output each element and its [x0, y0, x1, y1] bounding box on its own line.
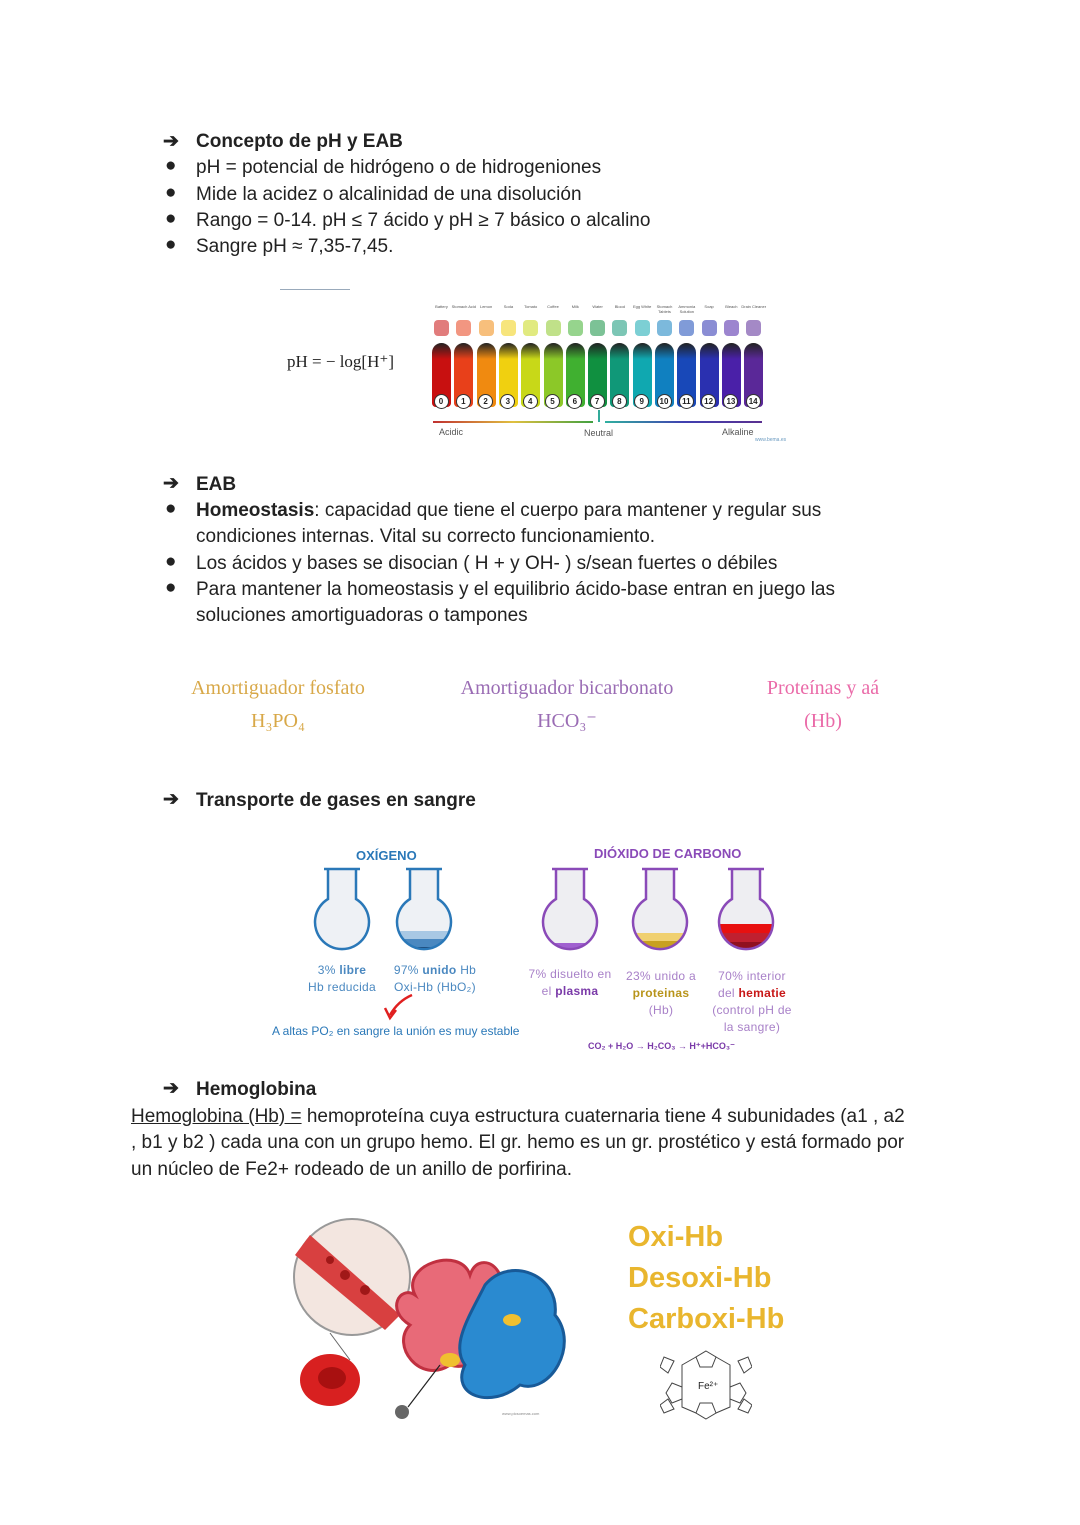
bullet: ● — [165, 498, 177, 519]
bullet: ● — [165, 234, 177, 255]
ph-item-icon — [456, 320, 471, 336]
ph-number: 6 — [567, 394, 582, 409]
hb-form-oxi: Oxi-Hb — [628, 1221, 724, 1253]
porphyrin-structure-icon — [660, 1343, 752, 1427]
text: hemoproteína cuya estructura cuaternaria tiene 4 subunidades (a1 , a2 — [301, 1106, 905, 1127]
bullet: ● — [165, 155, 177, 176]
ph-item-label: Ammonia Solution — [678, 304, 696, 314]
buffer-formula: H₃PO₄ — [251, 710, 305, 732]
bold: unido — [422, 963, 457, 977]
alkaline-label: Alkaline — [722, 427, 754, 437]
ph-number: 7 — [590, 394, 605, 409]
ph-item-icon — [679, 320, 694, 336]
ph-item-label: Stomach Tablets — [656, 304, 673, 314]
ph-number: 1 — [456, 394, 471, 409]
flask-co2-plasma — [530, 869, 610, 961]
buffer-name: Amortiguador bicarbonato — [460, 677, 674, 699]
ph-number: 8 — [612, 394, 627, 409]
co2-proteins-label — [612, 968, 710, 1019]
bullet: ● — [165, 551, 177, 572]
bullet-text — [196, 498, 821, 524]
ph-item-icon — [434, 320, 449, 336]
hb-definition-line — [131, 1104, 905, 1130]
acidic-label: Acidic — [439, 427, 464, 437]
neutral-label: Neutral — [584, 428, 614, 438]
ph-number: 0 — [434, 394, 449, 409]
ph-number: 3 — [500, 394, 515, 409]
bullet-text: Mide la acidez o alcalinidad de una disolución — [196, 184, 582, 205]
ph-item-label: Soap — [704, 304, 714, 309]
line: 23% unido a — [625, 969, 697, 983]
line: 7% disuelto en — [528, 967, 612, 981]
after: Hb — [460, 963, 477, 977]
heading-eab: EAB — [196, 474, 237, 495]
hb-form-carboxi: Carboxi-Hb — [628, 1303, 785, 1335]
buffer-proteins — [683, 672, 963, 738]
hb-definition-line: , b1 y b2 ) cada una con un grupo hemo. El gr. hemo es un gr. prostético y está formado por — [131, 1132, 905, 1153]
line: Oxi-Hb (HbO₂) — [394, 980, 476, 994]
co2-rbc-label — [702, 968, 802, 1036]
ph-number: 4 — [523, 394, 538, 409]
line: del — [717, 986, 735, 1000]
o2-free-label — [292, 962, 392, 996]
ph-item-icon — [635, 320, 650, 336]
co2-plasma-label — [518, 966, 622, 1000]
hemoglobin-illustration — [290, 1215, 575, 1430]
ph-item-icon — [590, 320, 605, 336]
image-credit: www.bema.es — [755, 437, 787, 443]
flask-bound-o2 — [384, 869, 464, 962]
ph-item-label: Blood — [614, 304, 625, 309]
ph-number: 11 — [679, 394, 694, 409]
ph-item-label: Soda — [503, 304, 514, 309]
ph-item-icon — [501, 320, 516, 336]
buffer-formula: (Hb) — [804, 710, 842, 732]
bullet-text-cont: soluciones amortiguadoras o tampones — [196, 605, 528, 626]
arrow-bullet: ➔ — [163, 1078, 179, 1099]
bullet: ● — [165, 182, 177, 203]
ph-item-label: Egg White — [632, 304, 652, 309]
red-curved-arrow — [380, 993, 420, 1023]
ph-number: 13 — [723, 394, 738, 409]
ph-item-label: Lemon — [479, 304, 493, 309]
ph-formula: pH = − log[H⁺] — [287, 352, 394, 371]
ph-item-label: Coffee — [547, 304, 559, 309]
buffer-formula: HCO₃⁻ — [537, 710, 597, 732]
hb-form-desoxi: Desoxi-Hb — [628, 1262, 772, 1294]
co2-title: DIÓXIDO DE CARBONO — [594, 846, 742, 861]
oxygen-title: OXÍGENO — [356, 848, 417, 863]
arrow-bullet: ➔ — [163, 789, 179, 810]
ph-item-label: Battery — [435, 304, 448, 309]
ph-item-icon — [546, 320, 561, 336]
line: la sangre) — [723, 1020, 781, 1034]
arrow-bullet: ➔ — [163, 131, 179, 152]
ph-item-label: Water — [592, 304, 603, 309]
heading-gas-transport: Transporte de gases en sangre — [196, 790, 476, 811]
ph-scale — [0, 0, 1080, 450]
bullet-text: Para mantener la homeostasis y el equilibrio ácido-base entran en juego las — [196, 579, 835, 600]
acidic-arrow — [433, 421, 593, 423]
ph-item-icon — [657, 320, 672, 336]
o2-stability-note: A altas PO₂ en sangre la unión es muy estable — [272, 1024, 520, 1038]
arrow-bullet: ➔ — [163, 473, 179, 494]
ph-item-icon — [479, 320, 494, 336]
neutral-mark — [598, 410, 600, 422]
hb-term: Hemoglobina (Hb) = — [131, 1106, 302, 1127]
heading-hemoglobin: Hemoglobina — [196, 1079, 317, 1100]
ph-number: 10 — [657, 394, 672, 409]
image-credit: www.picsoemas.com — [502, 1411, 540, 1416]
bold: plasma — [555, 984, 599, 998]
alkaline-arrow — [605, 421, 762, 423]
ph-item-label: Drain Cleaner — [741, 304, 767, 309]
line: Hb reducida — [307, 980, 376, 994]
ph-item-icon — [612, 320, 627, 336]
line: 70% interior — [718, 969, 786, 983]
ph-item-label: Bleach — [725, 304, 738, 309]
ph-item-icon — [724, 320, 739, 336]
flask-co2-proteins — [620, 869, 700, 961]
pct: 3% — [317, 963, 336, 977]
heading-ph: Concepto de pH y EAB — [196, 131, 403, 152]
flask-free-o2 — [302, 869, 382, 962]
term-homeostasis: Homeostasis — [196, 500, 315, 521]
bullet-text: Los ácidos y bases se disocian ( H + y OH- ) s/sean fuertes o débiles — [196, 553, 778, 574]
line: (control pH de — [712, 1003, 792, 1017]
ph-item-icon — [702, 320, 717, 336]
buffer-bicarbonate — [427, 672, 707, 738]
bullet-text: Sangre pH ≈ 7,35-7,45. — [196, 236, 394, 257]
buffer-name: Proteínas y aá — [766, 677, 880, 699]
definition: : capacidad que tiene el cuerpo para mantener y regular sus — [314, 500, 822, 521]
bullet-text: pH = potencial de hidrógeno o de hidrogeniones — [196, 157, 602, 178]
ph-item-label: Tomato — [524, 304, 538, 309]
ph-number: 5 — [545, 394, 560, 409]
ph-item-icon — [523, 320, 538, 336]
o2-bound-label — [380, 962, 490, 996]
ph-number: 2 — [478, 394, 493, 409]
bold: proteinas — [632, 986, 690, 1000]
ph-item-icon — [568, 320, 583, 336]
buffer-name: Amortiguador fosfato — [191, 677, 365, 699]
fe-label: Fe²⁺ — [698, 1381, 719, 1392]
ph-item-label: Milk — [571, 304, 579, 309]
flask-co2-rbc — [706, 869, 786, 962]
ph-item-label: Stomach Acid — [451, 304, 477, 309]
bullet-text-cont: condiciones internas. Vital su correcto funcionamiento. — [196, 526, 656, 547]
line: (Hb) — [648, 1003, 674, 1017]
ph-number: 9 — [634, 394, 649, 409]
buffer-phosphate — [138, 672, 418, 738]
pct: 97% — [393, 963, 419, 977]
ph-number: 12 — [701, 394, 716, 409]
bold: hematie — [738, 986, 786, 1000]
line: el — [541, 984, 552, 998]
bullet: ● — [165, 208, 177, 229]
hb-definition-line: un núcleo de Fe2+ rodeado de un anillo de porfirina. — [131, 1159, 573, 1180]
ph-item-icon — [746, 320, 761, 336]
bold: libre — [339, 963, 367, 977]
co2-equation: CO₂ + H₂O → H₂CO₃ → H⁺+HCO₃⁻ — [588, 1041, 735, 1051]
bullet-text: Rango = 0-14. pH ≤ 7 ácido y pH ≥ 7 básico o alcalino — [196, 210, 651, 231]
flasks-illustration — [300, 865, 800, 965]
bullet: ● — [165, 577, 177, 598]
ph-number: 14 — [746, 394, 761, 409]
